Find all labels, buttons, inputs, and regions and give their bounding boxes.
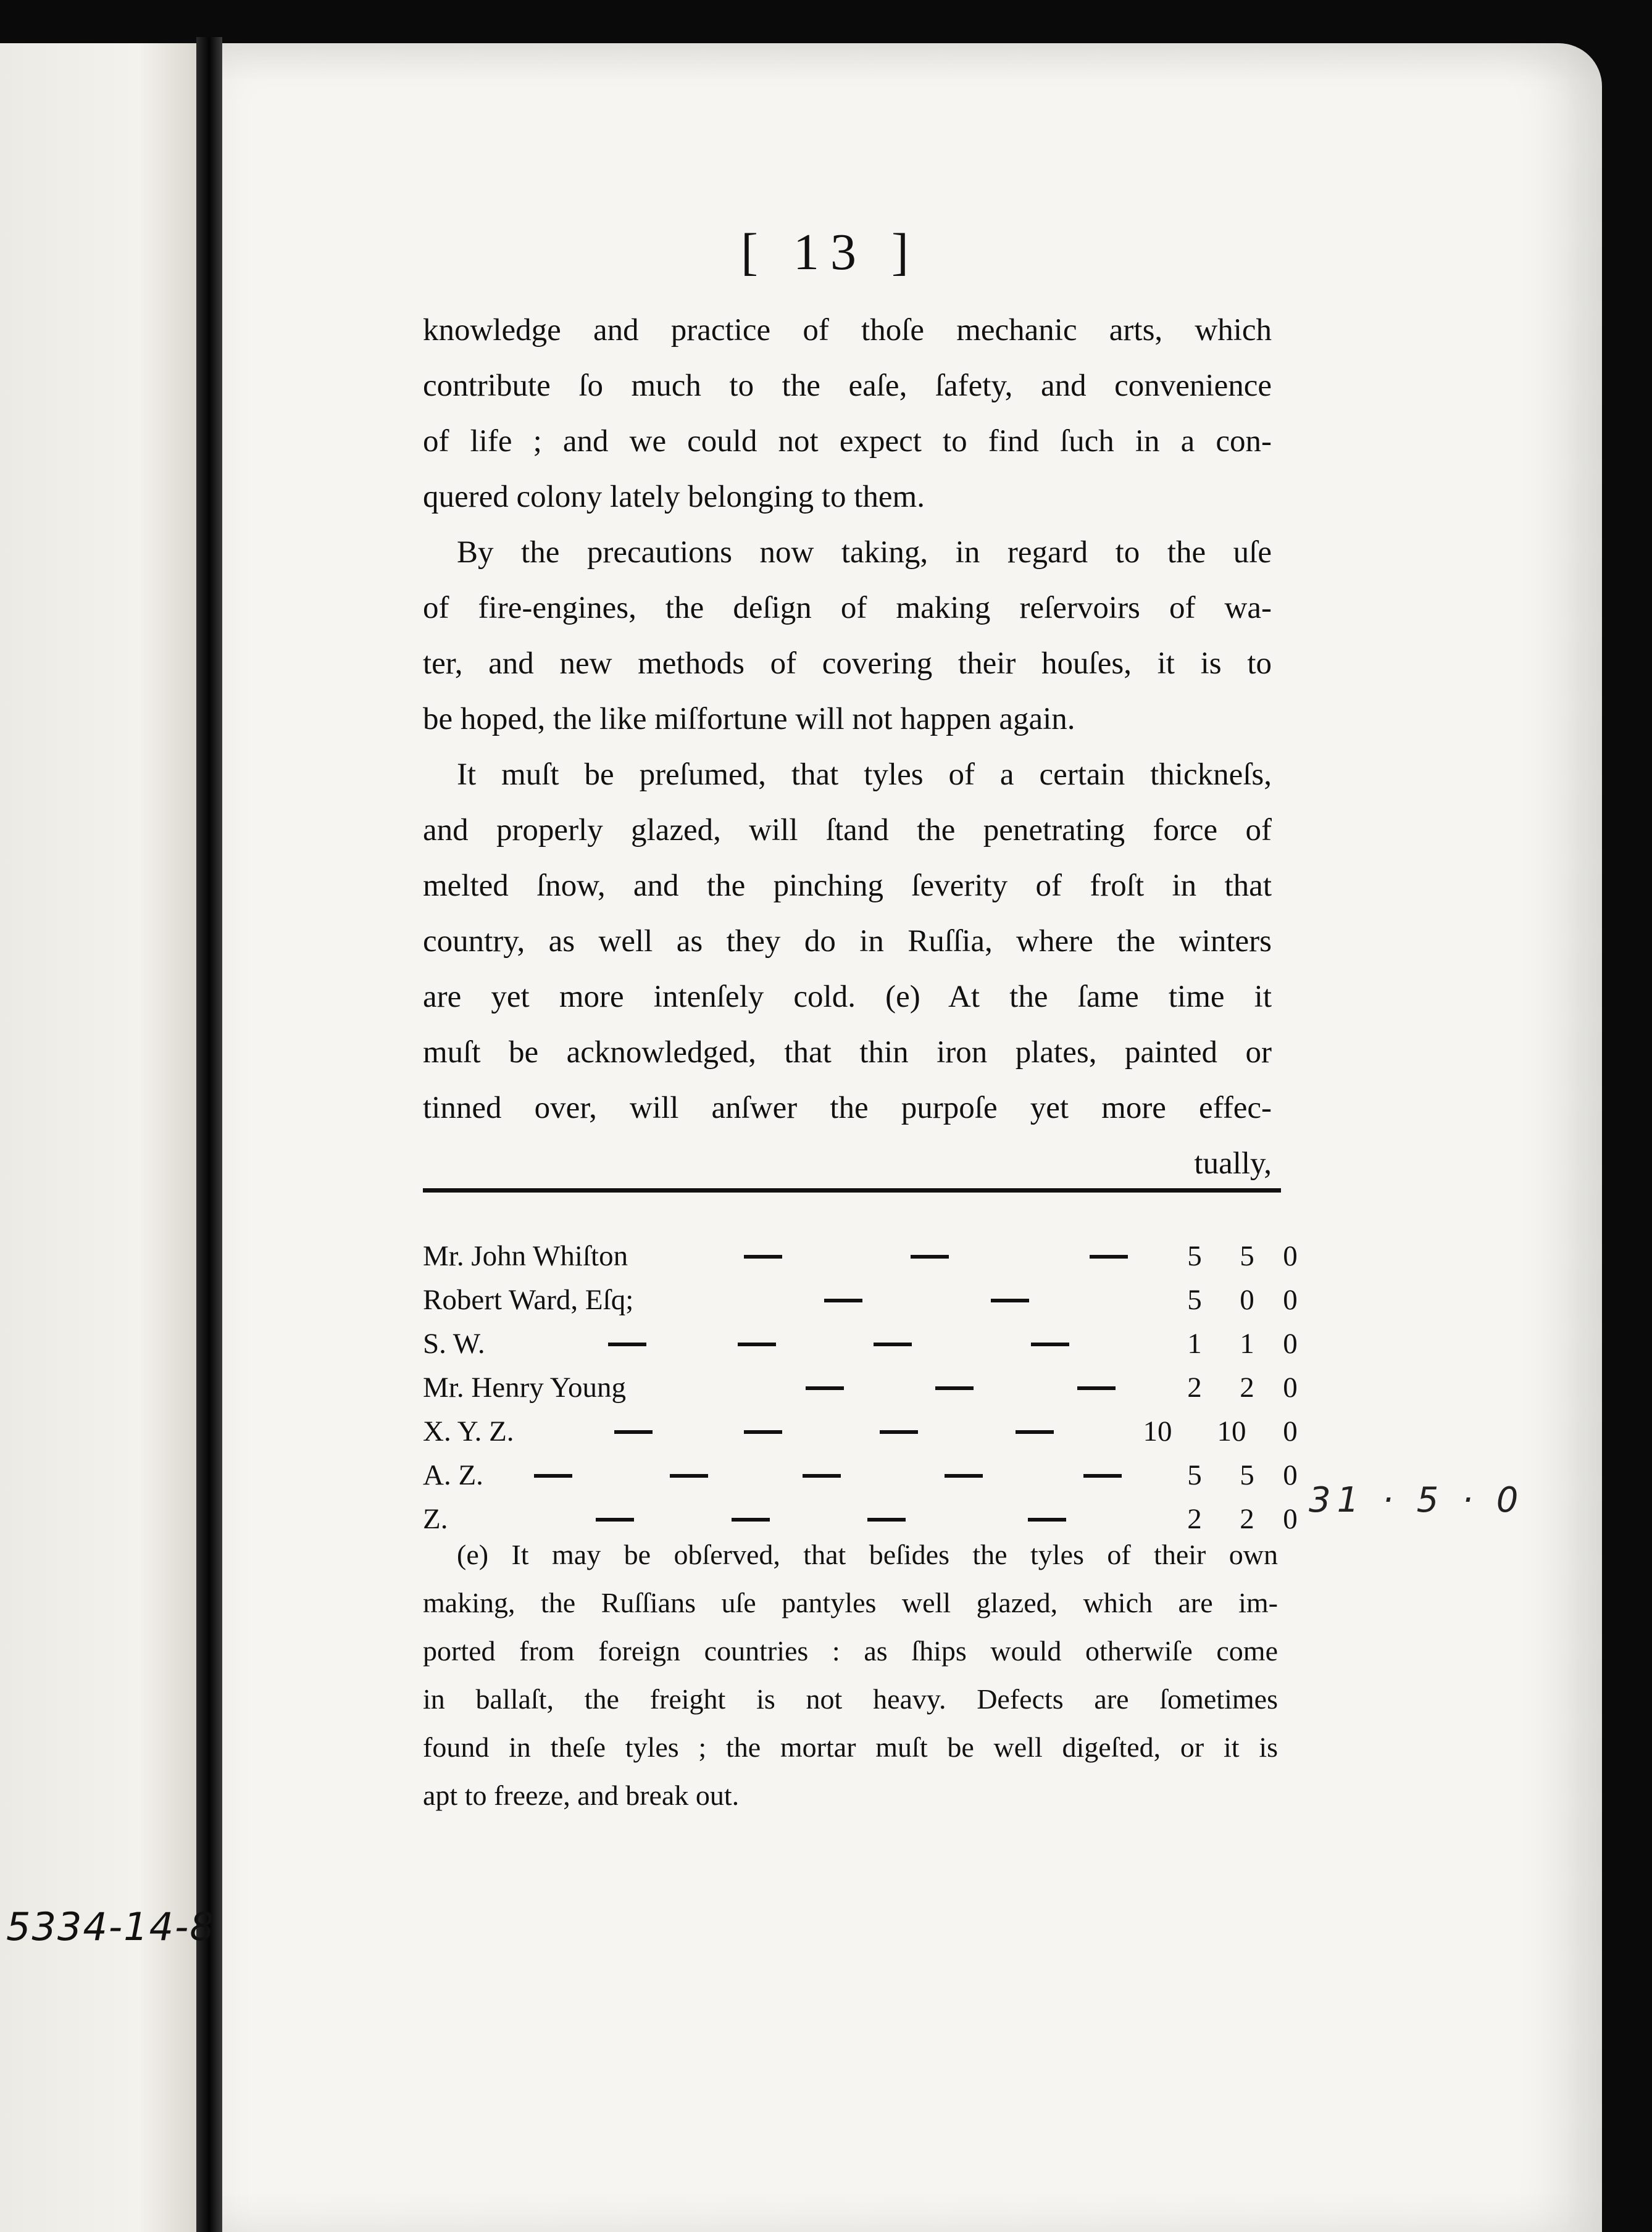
body-line: ter, and new methods of covering their houſes, it is to [423, 646, 1272, 681]
footnote-line: found in theſe tyles ; the mortar muſt be well digeſted, or it is [423, 1731, 1278, 1763]
footnote-line: (e) It may be obſerved, that beſides the tyles of their own [457, 1539, 1278, 1570]
leader-dash [867, 1518, 906, 1522]
leader-dash [608, 1343, 646, 1346]
subscription-row [423, 1454, 1298, 1497]
leader-dash [732, 1518, 770, 1522]
leader-dash [1031, 1343, 1069, 1346]
body-line: country, as well as they do in Ruſſia, where the winters [423, 924, 1272, 959]
leader-dash [1077, 1386, 1116, 1390]
catchword: tually, [1194, 1146, 1272, 1181]
leader-dash [1090, 1255, 1128, 1259]
subscription-row [423, 1322, 1298, 1366]
amount-shillings: 0 [1240, 1284, 1254, 1316]
leader-dash [744, 1430, 782, 1434]
handwritten-total: 31 · 5 · 0 [1309, 1480, 1525, 1520]
body-line: knowledge and practice of thoſe mechanic arts, which [423, 313, 1272, 348]
amount-pounds: 5 [1187, 1284, 1202, 1316]
amount-pounds: 2 [1187, 1503, 1202, 1535]
subscriber-name: Mr. John Whiſton [423, 1240, 628, 1272]
amount-pounds: 2 [1187, 1372, 1202, 1404]
subscriber-name: X. Y. Z. [423, 1415, 514, 1447]
footnote-line: ported from foreign countries : as ſhips would otherwiſe come [423, 1635, 1278, 1667]
amount-pounds: 10 [1143, 1415, 1172, 1447]
footnote-line: in ballaſt, the freight is not heavy. Defects are ſometimes [423, 1683, 1278, 1715]
leader-dash [880, 1430, 918, 1434]
subscriber-name: Mr. Henry Young [423, 1372, 627, 1404]
catalog-mark: 5334-14-8 [6, 1904, 215, 1949]
body-line: of fire-engines, the deſign of making reſervoirs of wa- [423, 591, 1272, 625]
body-line: be hoped, the like miſfortune will not happen again. [423, 702, 1075, 736]
subscriber-name: Z. [423, 1503, 448, 1535]
amount-pence: 0 [1283, 1503, 1298, 1535]
body-line: By the precautions now taking, in regard to the uſe [457, 535, 1272, 570]
amount-shillings: 2 [1240, 1372, 1254, 1404]
amount-shillings: 5 [1240, 1459, 1254, 1491]
leader-dash [806, 1386, 844, 1390]
amount-pounds: 5 [1187, 1459, 1202, 1491]
leader-dash [824, 1299, 862, 1302]
amount-pence: 0 [1283, 1284, 1298, 1316]
amount-shillings: 10 [1217, 1415, 1246, 1447]
leader-dash [945, 1474, 983, 1478]
subscriber-name: S. W. [423, 1328, 485, 1360]
body-line: and properly glazed, will ſtand the penetrating force of [423, 813, 1272, 847]
amount-pence: 0 [1283, 1415, 1298, 1447]
footnote [423, 1531, 1278, 1820]
subscription-row [423, 1410, 1298, 1454]
amount-pence: 0 [1283, 1240, 1298, 1272]
amount-pence: 0 [1283, 1328, 1298, 1360]
amount-pounds: 5 [1187, 1240, 1202, 1272]
body-line: It muſt be preſumed, that tyles of a certain thickneſs, [457, 757, 1272, 792]
amount-pence: 0 [1283, 1459, 1298, 1491]
body-text [423, 302, 1272, 1191]
subscriber-name: Robert Ward, Eſq; [423, 1284, 634, 1316]
body-line: melted ſnow, and the pinching ſeverity of froſt in that [423, 868, 1272, 903]
amount-pounds: 1 [1187, 1328, 1202, 1360]
footnote-line: making, the Ruſſians uſe pantyles well glazed, which are im- [423, 1587, 1278, 1618]
leader-dash [803, 1474, 841, 1478]
subscription-list [423, 1235, 1298, 1541]
leader-dash [911, 1255, 949, 1259]
leader-dash [1016, 1430, 1054, 1434]
body-line: tinned over, will anſwer the purpoſe yet more effec- [423, 1091, 1272, 1125]
footnote-line: apt to freeze, and break out. [423, 1780, 740, 1811]
body-line: quered colony lately belonging to them. [423, 480, 925, 514]
leader-dash [935, 1386, 974, 1390]
leader-dash [1028, 1518, 1066, 1522]
leader-dash [670, 1474, 708, 1478]
leader-dash [991, 1299, 1029, 1302]
amount-shillings: 5 [1240, 1240, 1254, 1272]
body-line: of life ; and we could not expect to find ſuch in a con- [423, 424, 1272, 459]
subscriber-name: A. Z. [423, 1459, 483, 1491]
leader-dash [534, 1474, 572, 1478]
subscription-row [423, 1366, 1298, 1410]
leader-dash [596, 1518, 634, 1522]
section-rule [423, 1188, 1281, 1193]
leader-dash [874, 1343, 912, 1346]
amount-shillings: 2 [1240, 1503, 1254, 1535]
book-gutter [196, 37, 222, 2232]
subscription-row [423, 1278, 1298, 1322]
body-line: muſt be acknowledged, that thin iron plates, painted or [423, 1035, 1272, 1070]
leader-dash [1083, 1474, 1122, 1478]
leader-dash [744, 1255, 782, 1259]
amount-pence: 0 [1283, 1372, 1298, 1404]
page-number: [ 13 ] [741, 223, 920, 281]
amount-shillings: 1 [1240, 1328, 1254, 1360]
body-line: are yet more intenſely cold. (e) At the ſame time it [423, 980, 1272, 1014]
leader-dash [614, 1430, 653, 1434]
subscription-row [423, 1235, 1298, 1278]
body-line: contribute ſo much to the eaſe, ſafety, and convenience [423, 369, 1272, 403]
leader-dash [738, 1343, 776, 1346]
